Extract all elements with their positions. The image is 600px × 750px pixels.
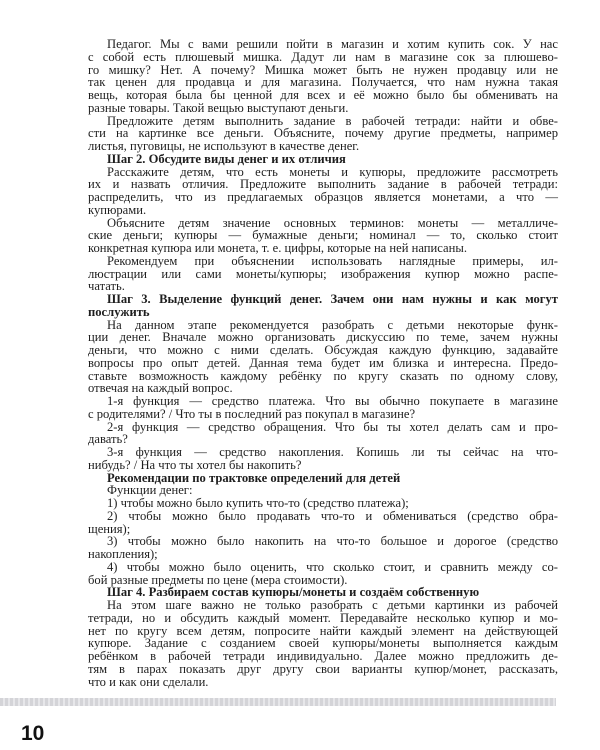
footer-decorative-bar <box>0 698 556 706</box>
text-line: распределить, что из предлагаемых образцов является монетами, а что — <box>88 190 558 204</box>
section-heading-line: Шаг 4. Разбираем состав купюры/монеты и создаём собственную <box>107 585 480 600</box>
text-line: нибудь? / На что ты хотел бы накопить? <box>88 457 302 472</box>
text-line: вещь, которая была бы ценной для всех и её можно было бы обменивать на <box>88 88 558 102</box>
text-line: их и назвать отличия. Предложите выполнить задание в рабочей тетради: <box>88 177 558 192</box>
text-line: люстрации или сами монеты/купюры; изображения купюр можно распе- <box>88 266 558 281</box>
text-line: сти на картинке все деньги. Объясните, почему другие предметы, например <box>88 126 558 141</box>
text-line: разные товары. Такой вещью выступают деньги. <box>88 100 349 115</box>
text-line: Педагог. Мы с вами решили пойти в магазин и хотим купить сок. У нас <box>107 37 558 51</box>
text-line: нет по кругу всем детям, попросите найти каждый элемент на действующей <box>88 623 558 638</box>
section-heading-line: Шаг 2. Обсудите виды денег и их отличия <box>107 151 346 166</box>
text-line: чатать. <box>88 279 125 294</box>
text-line: с родителями? / Что ты в последний раз покупал в магазине? <box>88 406 416 421</box>
page-number: 10 <box>21 722 45 745</box>
text-line: На этом шаге важно не только разобрать с детьми картинки из рабочей <box>107 598 558 612</box>
text-line: вопросы про опыт детей. Данная тема будет им близка и интересна. Предо- <box>88 355 558 370</box>
text-line: отвечая на каждый вопрос. <box>88 381 233 396</box>
section-heading-line: Шаг 3. Выделение функций денег. Зачем они нам нужны и как могут <box>107 292 558 306</box>
text-line: 3) чтобы можно было накопить на что-то большое и дорогое (средство <box>107 534 558 549</box>
text-line: 3-я функция — средство накопления. Копишь ли ты сейчас на что- <box>107 445 558 459</box>
text-line: листья, пуговицы, не используют в качестве денег. <box>88 139 360 153</box>
text-line: ребёнком в рабочей тетради индивидуально. Далее можно предложить де- <box>88 649 558 663</box>
text-line: купюре. Задание с созданием своей купюры/монеты выполняется каждым <box>88 636 558 651</box>
text-line: щения); <box>88 521 131 536</box>
text-line: ции денег. Вначале можно организовать дискуссию по теме, зачем нужны <box>88 330 558 345</box>
text-line: тям в парах показать друг другу свои варианты купюр/монет, рассказать, <box>88 661 558 676</box>
text-line: Объясните детям значение основных терминов: монеты — металличе- <box>107 215 558 230</box>
text-line: конкретная купюра или монета, т. е. цифры, которые на ней написаны. <box>88 241 467 255</box>
text-line: купюрами. <box>88 202 147 217</box>
text-line: Расскажите детям, что есть монеты и купюры, предложите рассмотреть <box>107 164 558 179</box>
text-line: деньги, что можно с ними сделать. Обсуждая каждую функцию, задавайте <box>88 343 558 357</box>
text-line: 1) чтобы можно было купить что-то (средство платежа); <box>107 496 409 510</box>
text-line: Предложите детям выполнить задание в рабочей тетради: найти и обве- <box>107 113 558 128</box>
text-line: ставьте возможность каждому ребёнку по кругу сказать по одному слову, <box>88 368 558 383</box>
text-line: 1-я функция — средство платежа. Что вы обычно покупаете в магазине <box>107 394 558 408</box>
text-line: Рекомендуем при объяснении использовать наглядные примеры, ил- <box>107 253 558 268</box>
text-line: ские деньги; купюры — бумажные деньги; номинал — то, сколько стоит <box>88 228 558 243</box>
text-line: так ценен для продавца и для магазина. Получается, что нам нужна такая <box>88 75 558 90</box>
text-line: 2-я функция — средство обращения. Что бы ты хотел делать сам и про- <box>107 419 558 434</box>
text-line: что и как они сделали. <box>88 674 209 689</box>
text-line: 4) чтобы можно было оценить, что сколько стоит, и сравнить между со- <box>107 559 558 574</box>
section-heading-line: Рекомендации по трактовке определений для детей <box>107 470 401 485</box>
text-line: тетради, но и обсудить каждый момент. Передавайте несколько купюр и мо- <box>88 610 558 625</box>
text-line: Функции денег: <box>107 483 193 498</box>
text-line: 2) чтобы можно было продавать что-то и обмениваться (средство обра- <box>107 508 558 523</box>
text-line: с собой есть плюшевый мишка. Дадут ли нам в магазине сок за плюшево- <box>88 49 558 64</box>
text-line: го мишку? Нет. А почему? Мишка может быть не нужен продавцу или не <box>88 62 558 77</box>
text-line: накопления); <box>88 547 158 561</box>
section-heading-line: послужить <box>88 304 150 319</box>
text-line: На данном этапе рекомендуется разобрать с детьми некоторые функ- <box>107 317 558 332</box>
text-line: бой разные предметы по цене (мера стоимости). <box>88 572 348 587</box>
page-body-text <box>88 38 558 688</box>
text-line: давать? <box>88 432 128 447</box>
